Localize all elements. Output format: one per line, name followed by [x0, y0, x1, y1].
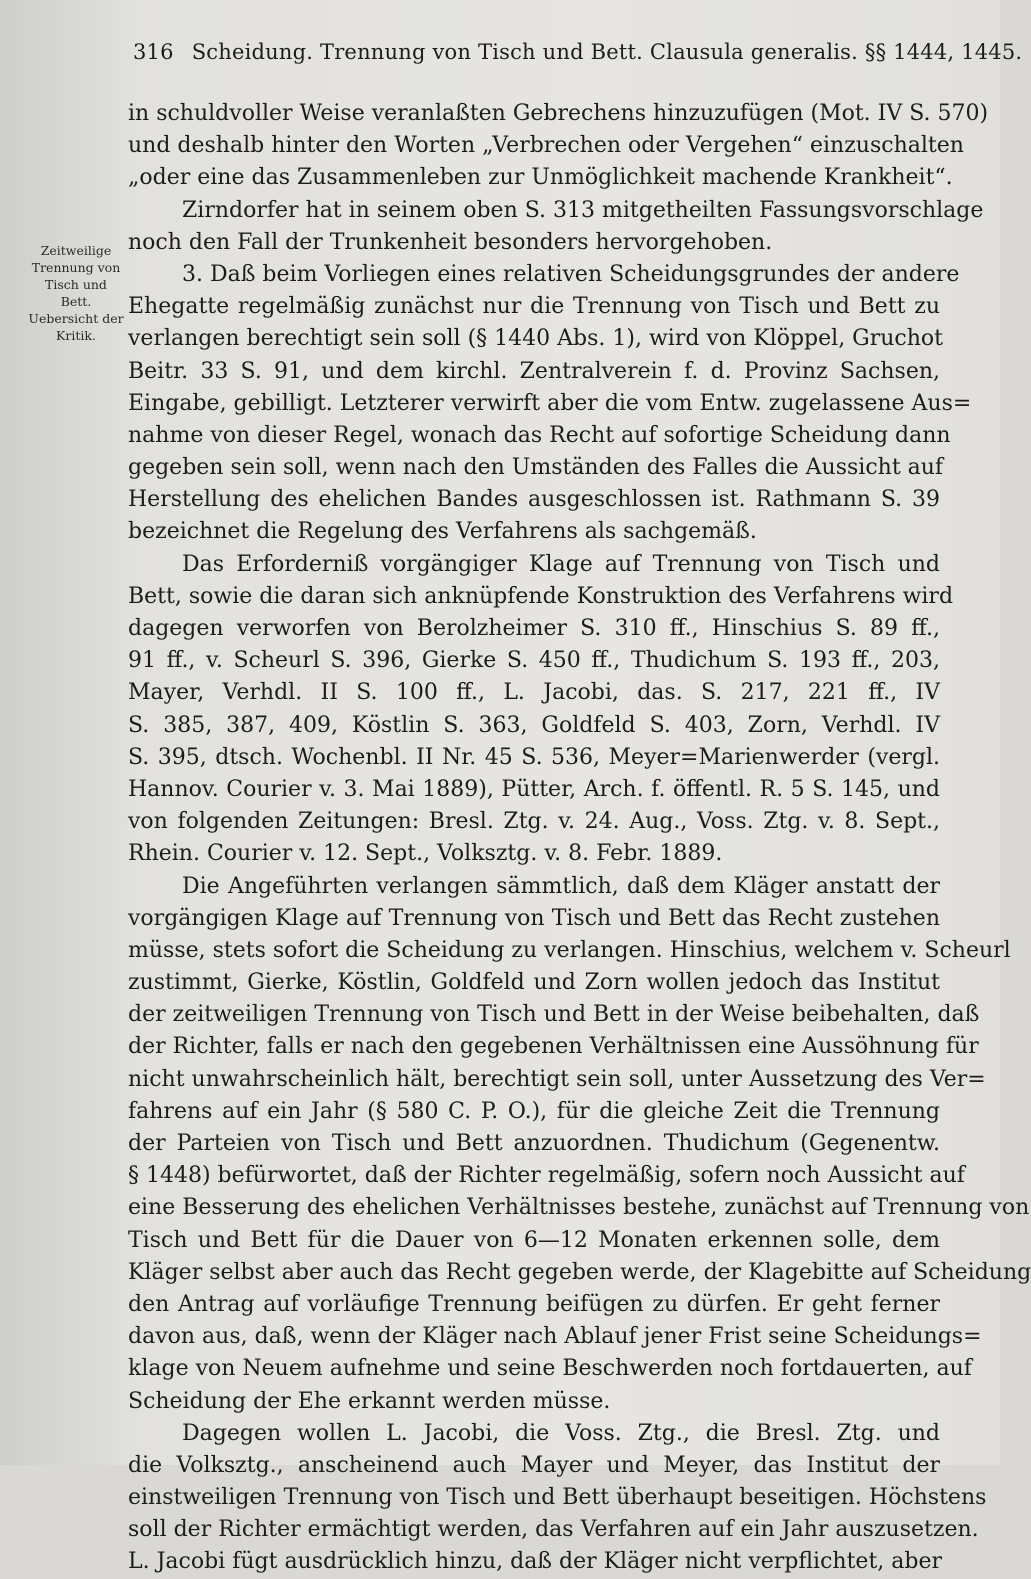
margin-note-line: Trennung von	[31, 260, 121, 275]
text-line: Dagegen wollen L. Jacobi, die Voss. Ztg., die Bresl. Ztg. und	[182, 1420, 940, 1446]
text-line: Eingabe, gebilligt. Letzterer verwirft aber die vom Entw. zugelassene Aus=	[128, 390, 972, 416]
margin-note-line: Tisch und	[45, 277, 107, 292]
text-line: Herstellung des ehelichen Bandes ausgeschlossen ist. Rathmann S. 39	[128, 487, 940, 513]
margin-note-line: Uebersicht der	[28, 311, 124, 326]
text-line: noch den Fall der Trunkenheit besonders hervorgehoben.	[128, 229, 773, 255]
text-line: und deshalb hinter den Worten „Verbrechen oder Vergehen“ einzuschalten	[128, 133, 964, 159]
text-line: S. 395, dtsch. Wochenbl. II Nr. 45 S. 536, Meyer=Marienwerder (vergl.	[128, 744, 940, 770]
text-line: die Volksztg., anscheinend auch Mayer und Meyer, das Institut der	[128, 1452, 940, 1478]
text-line: Tisch und Bett für die Dauer von 6—12 Monaten erkennen solle, dem	[128, 1227, 940, 1253]
text-line: den Antrag auf vorläufige Trennung beifügen zu dürfen. Er geht ferner	[128, 1291, 940, 1317]
text-line: davon aus, daß, wenn der Kläger nach Ablauf jener Frist seine Scheidungs=	[128, 1324, 982, 1350]
text-line: in schuldvoller Weise veranlaßten Gebrechens hinzuzufügen (Mot. IV S. 570)	[128, 101, 989, 126]
body-text	[128, 98, 1031, 1579]
text-line: Scheidung der Ehe erkannt werden müsse.	[128, 1388, 611, 1414]
text-line: Rhein. Courier v. 12. Sept., Volksztg. v. 8. Febr. 1889.	[128, 841, 723, 867]
text-line: Die Angeführten verlangen sämmtlich, daß dem Kläger anstatt der	[182, 873, 940, 899]
text-line: soll der Richter ermächtigt werden, das Verfahren auf ein Jahr auszusetzen.	[128, 1517, 979, 1543]
margin-note-line: Bett.	[60, 294, 92, 309]
text-line: eine Besserung des ehelichen Verhältnisses bestehe, zunächst auf Trennung von	[128, 1195, 1030, 1221]
text-line: gegeben sein soll, wenn nach den Umständen des Falles die Aussicht auf	[128, 455, 944, 481]
text-line: der zeitweiligen Trennung von Tisch und Bett in der Weise beibehalten, daß	[128, 1002, 980, 1028]
text-line: nicht unwahrscheinlich hält, berechtigt sein soll, unter Aussetzung des Ver=	[128, 1066, 986, 1092]
text-line: Hannov. Courier v. 3. Mai 1889), Pütter, Arch. f. öffentl. R. 5 S. 145, und	[128, 776, 940, 802]
text-line: Ehegatte regelmäßig zunächst nur die Trennung von Tisch und Bett zu	[128, 294, 940, 320]
text-line: § 1448) befürwortet, daß der Richter regelmäßig, sofern noch Aussicht auf	[128, 1163, 965, 1189]
text-line: 91 ff., v. Scheurl S. 396, Gierke S. 450 ff., Thudichum S. 193 ff., 203,	[128, 648, 940, 674]
text-line: von folgenden Zeitungen: Bresl. Ztg. v. 24. Aug., Voss. Ztg. v. 8. Sept.,	[128, 809, 940, 835]
text-line: Bett, sowie die daran sich anknüpfende Konstruktion des Verfahrens wird	[128, 583, 954, 609]
text-line: verlangen berechtigt sein soll (§ 1440 Abs. 1), wird von Klöppel, Gruchot	[128, 326, 944, 352]
text-line: der Richter, falls er nach den gegebenen Verhältnissen eine Aussöhnung für	[128, 1034, 979, 1060]
text-line: müsse, stets sofort die Scheidung zu verlangen. Hinschius, welchem v. Scheurl	[128, 937, 1011, 963]
text-line: „oder eine das Zusammenleben zur Unmöglichkeit machende Krankheit“.	[128, 165, 953, 191]
page-number: 316	[133, 40, 174, 64]
text-line: 3. Daß beim Vorliegen eines relativen Scheidungsgrundes der andere	[182, 261, 960, 287]
header-title: Scheidung. Trennung von Tisch und Bett. Clausula generalis. §§ 1444, 1445.	[191, 40, 1023, 64]
text-line: der Parteien von Tisch und Bett anzuordnen. Thudichum (Gegenentw.	[128, 1131, 940, 1156]
text-line: Beitr. 33 S. 91, und dem kirchl. Zentralverein f. d. Provinz Sachsen,	[128, 358, 940, 384]
margin-note-line: Kritik.	[56, 328, 96, 343]
text-line: S. 385, 387, 409, Köstlin S. 363, Goldfeld S. 403, Zorn, Verhdl. IV	[128, 712, 940, 738]
text-line: nahme von dieser Regel, wonach das Recht auf sofortige Scheidung dann	[128, 422, 951, 448]
text-line: Zirndorfer hat in seinem oben S. 313 mitgetheilten Fassungsvorschlage	[182, 197, 984, 223]
running-header	[133, 40, 1023, 64]
margin-note-line: Zeitweilige	[40, 243, 112, 258]
text-line: fahrens auf ein Jahr (§ 580 C. P. O.), für die gleiche Zeit die Trennung	[128, 1098, 940, 1124]
text-line: Das Erforderniß vorgängiger Klage auf Trennung von Tisch und	[182, 551, 940, 577]
text-line: bezeichnet die Regelung des Verfahrens als sachgemäß.	[128, 519, 757, 545]
text-line: Kläger selbst aber auch das Recht gegeben werde, der Klagebitte auf Scheidung	[128, 1259, 1031, 1285]
margin-note	[22, 242, 130, 344]
text-line: Mayer, Verhdl. II S. 100 ff., L. Jacobi, das. S. 217, 221 ff., IV	[128, 680, 940, 706]
text-line: dagegen verworfen von Berolzheimer S. 310 ff., Hinschius S. 89 ff.,	[128, 616, 940, 641]
text-line: vorgängigen Klage auf Trennung von Tisch und Bett das Recht zustehen	[128, 905, 940, 931]
text-line: zustimmt, Gierke, Köstlin, Goldfeld und Zorn wollen jedoch das Institut	[128, 970, 940, 996]
text-line: L. Jacobi fügt ausdrücklich hinzu, daß der Kläger nicht verpflichtet, aber	[128, 1549, 943, 1575]
text-line: einstweiligen Trennung von Tisch und Bett überhaupt beseitigen. Höchstens	[128, 1485, 987, 1511]
text-line: klage von Neuem aufnehme und seine Beschwerden noch fortdauerten, auf	[128, 1356, 972, 1382]
